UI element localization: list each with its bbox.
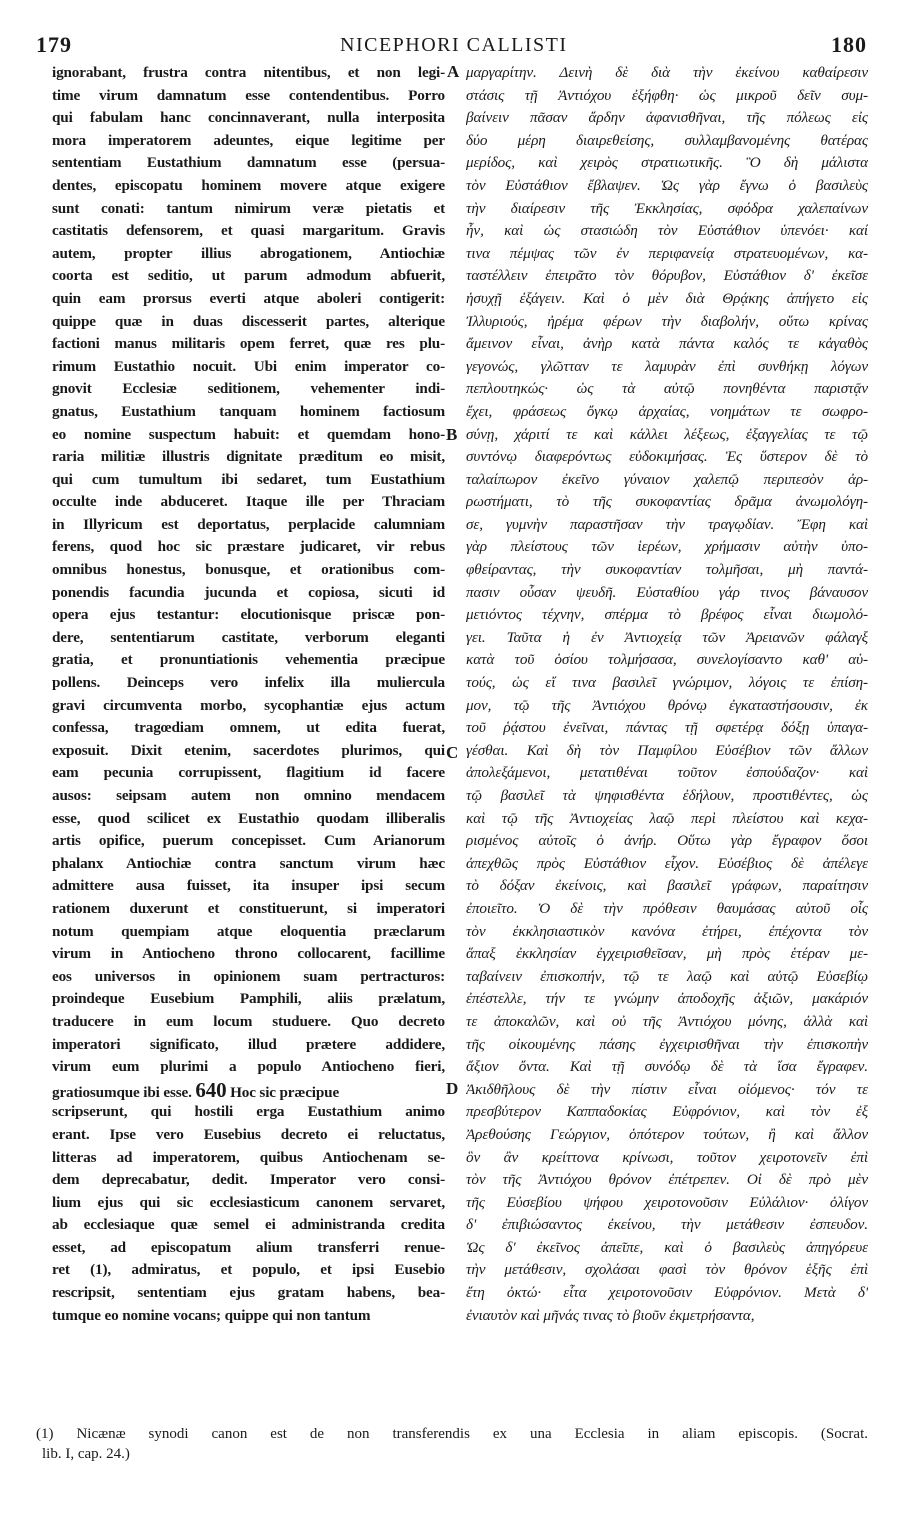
greek-line: σε, γυμνὴν παραστῆσαν τὴν τραγῳδίαν. Ἔφη καὶ (466, 515, 868, 533)
greek-line: ἅπαξ ἐκκλησίαν ἐγχειρισθεῖσαν, μὴ πρὸς ἑτέραν με- (466, 945, 868, 963)
latin-line: gravi circumventa morbo, sycophantiæ ejus actum (52, 696, 445, 714)
margin-marker-a: A (447, 62, 460, 81)
greek-line: Ἀρεθούσης Γεώργιον, ὁπότερον τούτων, ἢ καὶ ἄλλον (466, 1125, 868, 1143)
footnote-line-2: lib. I, cap. 24.) (42, 1446, 130, 1462)
latin-line: raria militiæ illustris dignitate præditum eo misit, (52, 448, 445, 466)
latin-line: coorta est seditio, ut parum admodum abfuerit, (52, 267, 445, 285)
greek-line: γέσθαι. Καὶ δὴ τὸν Παμφίλου Εὐσέβιον τῶν ἄλλων (466, 741, 868, 759)
greek-line: σύνῃ, χάριτί τε καὶ κάλλει λέξεως, ἐξαγγελίας τε τῷ (466, 425, 868, 443)
greek-line: ρισμένος αὐτοῖς ὁ ἀνήρ. Οὕτω γὰρ ἔγραφον ὅσοι (466, 832, 868, 850)
greek-line: κατὰ τοῦ ὁσίου τολμήσασα, συνελογίσαντο καθ' αὑ- (466, 651, 868, 669)
greek-line: δ' ἐπιβιώσαντος ἐκείνου, τὴν μετάθεσιν ἐσπευδον. (466, 1216, 868, 1234)
greek-line: πεπλουτηκώς· ὡς τὰ αὐτῷ πονηθέντα παριστᾷν (466, 380, 868, 398)
greek-line: τῆς Εὐσεβίου ψήφου χειροτονοῦσιν Εὐλάλιον· ὀλίγον (466, 1193, 868, 1211)
greek-line: μον, τῷ τῆς Ἀντιόχου θρόνῳ ἐγκαταστήσουσιν, ἐκ (466, 696, 868, 714)
latin-line: time virum damnatum esse contendentibus. Porro (52, 86, 445, 104)
greek-line: ρωστήματι, τὸ τῆς συκοφαντίας δρᾶμα ἀνωμολόγη- (466, 493, 868, 511)
latin-line: dem deprecabatur, dedit. Imperator vero consi- (52, 1171, 445, 1189)
page-title: NICEPHORI CALLISTI (340, 34, 568, 56)
greek-line: ἄμεινον εἶναι, ἀνὴρ κατὰ πάντα καλός τε κἀγαθὸς (466, 335, 868, 353)
greek-line: βαίνειν πᾶσαν ἄρδην ἀφανισθῆναι, τῆς πόλεως εἰς (466, 109, 868, 127)
greek-line: φθείραντας, τὴν συκοφαντίαν τολμῆσαι, μὴ παντά- (466, 561, 868, 579)
latin-line: ignorabant, frustra contra nitentibus, et non legi- (52, 64, 445, 81)
latin-line: imperatori significato, illud prætere addidere, (52, 1035, 445, 1053)
latin-column (52, 62, 445, 1327)
latin-line: rationem duxerunt et constituerunt, si imperatori (52, 899, 445, 917)
column-number: 640 (195, 1078, 227, 1102)
latin-line: eo nomine suspectum habuit: et quemdam hono- (52, 425, 445, 443)
latin-line: virum eum plurimi a populo Antiocheno fieri, (52, 1058, 445, 1076)
greek-line: ἐπέστελλε, τήν τε γνώμην ἀποδοχῆς ἀξιῶν, μακάριόν (466, 990, 868, 1008)
greek-line: τούς, ὡς εἴ τινα βασιλεῖ γνώριμον, λόγοις τε ἐπίση- (466, 674, 868, 692)
latin-line: proindeque Eusebium Pamphili, aliis prælatum, (52, 990, 445, 1008)
running-head (0, 32, 905, 62)
latin-line: ponendis facundia jucunda et copiosa, sicuti id (52, 583, 445, 601)
latin-line: occulte inde abduceret. Itaque ille per Thraciam (52, 493, 445, 511)
latin-line: pollens. Deinceps vero infelix illa muliercula (52, 674, 445, 692)
greek-line: στάσις τῇ Ἀντιόχου ἐξήφθη· ὡς μικροῦ δεῖν συμ- (466, 86, 868, 104)
greek-line: τὸν Εὐστάθιον ἔβλαψεν. Ὡς γὰρ ἔγνω ὁ βασιλεὺς (466, 176, 868, 194)
greek-line: τοῦ ῥᾴστου ἐνεῖναι, πάντας τῇ σφετέρᾳ δόξῃ ὑπαγα- (466, 719, 868, 737)
greek-line: τὴν διαίρεσιν τῆς Ἐκκλησίας, σφόδρα χαλεπαίνων (466, 199, 868, 217)
greek-line: ἔτη ὀκτώ· εἶτα χειροτονοῦσιν Εὐφρόνιον. Μετὰ δ' (466, 1284, 868, 1302)
greek-column (466, 62, 868, 1327)
greek-line: ταβαίνειν ἐπισκοπήν, τῷ τε λαῷ καὶ αὐτῷ Εὐσεβίῳ (466, 967, 868, 985)
margin-marker-d: D (446, 1079, 459, 1098)
latin-line (52, 1079, 445, 1102)
latin-line: confessa, tragœdiam omnem, ut edita fuerat, (52, 719, 445, 737)
greek-line: ὃν ἂν κρείττονα κρίνωσι, τοῦτον χειροτονεῖν ἐπὶ (466, 1148, 868, 1166)
latin-line: omnibus honestus, bonusque, et orationibus com- (52, 561, 445, 579)
latin-line: exposuit. Dixit etenim, sacerdotes plurimos, qui (52, 741, 445, 759)
latin-line-text: Hoc sic præcipue (226, 1083, 340, 1101)
latin-line: quippe quæ in duas discesserit partes, alterique (52, 312, 445, 330)
greek-line: ἐποιεῖτο. Ὁ δὲ τὴν πρόθεσιν θαυμάσας αὐτοῦ οἷς (466, 899, 868, 917)
margin-marker-b: B (446, 425, 458, 444)
latin-line: sententiam Eustathium damnatum esse (persua- (52, 154, 445, 172)
latin-line: opera ejus testantur: elocutionisque priscæ pon- (52, 606, 445, 624)
margin-marker-c: C (446, 743, 459, 762)
greek-line: τινα πέμψας τῶν ἐν περιφανείᾳ στρατευομένων, κα- (466, 244, 868, 262)
latin-line: eos universos in opinionem suam pertracturos: (52, 967, 445, 985)
latin-line: ab ecclesiaque quæ semel ei administranda credita (52, 1216, 445, 1234)
latin-line: scripserunt, qui hostili erga Eustathium animo (52, 1103, 445, 1121)
greek-line: τὸ δόξαν ἐκείνοις, καὶ βασιλεῖ γράφων, παραίτησιν (466, 877, 868, 895)
greek-line: μερίδος, καὶ χειρὸς στρατιωτικῆς. Ὃ δὴ μάλιστα (466, 154, 868, 172)
latin-line: erant. Ipse vero Eusebius decreto ei reluctatus, (52, 1125, 445, 1143)
latin-line: ausos: seipsam autem non omnino mendacem (52, 787, 445, 804)
latin-line: dentes, episcopatu hominem movere atque exigere (52, 176, 445, 194)
greek-line: ἡσυχῇ ἐξάγειν. Καὶ ὁ μὲν διὰ Θρᾴκης ἀπήγετο εἰς (466, 289, 868, 307)
latin-line: virum in Antiocheno throno collocarent, facillime (52, 945, 445, 963)
latin-line: phalanx Antiochiæ contra sanctum virum hæc (52, 854, 445, 872)
latin-line: qui fabulam hanc concinnaverant, nulla interposita (52, 109, 445, 127)
greek-line: τῆς οἰκουμένης πάσης ἐγχειρισθῆναι τὴν ἐπισκοπὴν (466, 1035, 868, 1053)
greek-line: γεγονώς, γλῶτταν τε λαμυρὰν ἐπὶ συνθήκῃ λόγων (466, 357, 868, 375)
latin-line: esset, ad episcopatum alium transferri renue- (52, 1238, 445, 1256)
latin-line: tumque eo nomine vocans; quippe qui non tantum (52, 1306, 371, 1324)
latin-line: esse, quod scilicet ex Eustathio quodam illiberalis (52, 809, 445, 827)
footnote (36, 1424, 868, 1464)
latin-line: gnatus, Eustathium tanquam hominem factiosum (52, 402, 445, 420)
latin-line: dere, sententiarum castitate, verborum eleganti (52, 628, 445, 646)
latin-line: gnovit Ecclesiæ seditionem, vehementer indi- (52, 380, 445, 398)
latin-line: lium ejus qui sic ecclesiasticum canonem servaret, (52, 1193, 445, 1211)
greek-line: ἔχει, φράσεως ὄγκῳ ἀρχαίας, νοημάτων τε σωφρο- (466, 402, 868, 420)
latin-line: notum quempiam atque eloquentia præclarum (52, 922, 445, 940)
latin-line: eam pecunia corrupissent, flagitium id facere (52, 764, 445, 782)
latin-line: factioni manus militaris opem ferret, quæ res plu- (52, 335, 445, 353)
greek-line: ἦν, καὶ ὡς στασιώδη τὸν Εὐστάθιον ὑπενόει· καί (466, 222, 868, 240)
greek-line: ἀπολεξάμενοι, μετατιθέναι τοῦτον ἐσπούδαζον· καὶ (466, 764, 868, 782)
latin-line: litteras ad imperatorem, quibus Antiochenam se- (52, 1148, 445, 1166)
greek-line: ταστέλλειν ἐπειρᾶτο τὸν θόρυβον, Εὐστάθιον δ' ἐκεῖσε (466, 267, 868, 285)
latin-line: quin eam prorsus everti atque aboleri contigerit: (52, 289, 445, 307)
greek-line: τῷ βασιλεῖ τὰ ψηφισθέντα ἐδήλουν, προστιθέντες, ὡς (466, 787, 868, 804)
latin-line-text: gratiosumque ibi esse. (52, 1083, 196, 1101)
greek-line: Ἀκιδθῆλους δὲ τὴν πίστιν εἶναι οἰόμενος· τόν τε (466, 1080, 868, 1098)
greek-line: τὸν τῆς Ἀντιόχου θρόνον ἐπέτρεπεν. Οἱ δὲ πρὸ μὲν (466, 1171, 868, 1189)
latin-line: ferens, quod hoc sic præstare judicaret, vir rebus (52, 538, 445, 556)
greek-line: τὸν ἐκκλησιαστικὸν κανόνα ἐτήρει, ἐπέχοντα τὸν (466, 922, 868, 940)
latin-line: mora imperatorem adeuntes, eique legitime per (52, 131, 445, 149)
latin-line: ret (1), admiratus, et populo, et ipsi Eusebio (52, 1261, 445, 1279)
greek-line: γὰρ πλείστους τῶν ἱερέων, χρήμασιν αὐτὴν ὑπο- (466, 538, 868, 556)
greek-line: ἐνιαυτὸν καὶ μῆνάς τινας τὸ βιοῦν ἐκμετρήσαντα, (466, 1306, 755, 1324)
latin-line: castitatis defensorem, et quasi margaritum. Gravis (52, 222, 445, 240)
footnote-line-1: (1) Nicænæ synodi canon est de non transferendis ex una Ecclesia in aliam episcopis. (Socrat. (36, 1426, 868, 1442)
greek-line: συντόνῳ διαφερόντως εὐδοκιμήσας. Ἐς ὕστερον δὲ τὸ (466, 448, 868, 466)
greek-line: Ἰλλυριούς, ἠρέμα φέρων τὴν διαβολήν, οὕτω κρίνας (466, 312, 868, 330)
greek-line: ἀπεχθῶς πρὸς Εὐστάθιον εἶχον. Εὐσέβιος δὲ ἀπέλεγε (466, 854, 868, 872)
greek-line: καὶ τῷ τῆς Ἀντιοχείας λαῷ περὶ πλείστου καὶ κεχα- (466, 809, 868, 827)
page-number-left: 179 (36, 32, 72, 57)
latin-line: artis opifice, puerum concepisset. Cum Arianorum (52, 832, 445, 850)
greek-line: μετιόντος τέχνην, σπέρμα τὸ βρέφος εἶναι διωμολό- (466, 606, 868, 624)
latin-line: admittere ausa fuisset, ita insuper ipsi secum (52, 877, 445, 895)
greek-line: πασιν οὖσαν ψευδῆ. Εὐσταθίου γάρ τινος βάναυσον (466, 583, 868, 601)
latin-line: sunt conati: tantum nimirum veræ pietatis et (52, 199, 445, 217)
latin-line: autem, propter illius abrogationem, Antiochiæ (52, 244, 445, 262)
greek-line: ταλαίπωρον ἐκεῖνο γύναιον χαλεπῷ περιπεσὸν ἀρ- (466, 470, 868, 488)
greek-line: γει. Ταῦτα ἡ ἐν Ἀντιοχείᾳ τῶν Ἀρειανῶν φάλαγξ (466, 628, 868, 646)
greek-line: ἄξιον ὄντα. Καὶ τῇ συνόδῳ δὲ τὰ ἴσα ἔγραφεν. (466, 1058, 868, 1076)
latin-line: rimum Eustathio nocuit. Ubi enim imperator co- (52, 357, 445, 375)
latin-line: traducere in eum locum studuere. Quo decreto (52, 1012, 445, 1030)
greek-line: δύο μέρη διαιρεθείσης, συλλαμβανομένης θατέρας (466, 131, 868, 149)
greek-line: μαργαρίτην. Δεινὴ δὲ διὰ τὴν ἐκείνου καθαίρεσιν (466, 64, 868, 81)
latin-line: in Illyricum est deportatus, perplacide calumniam (52, 515, 445, 533)
greek-line: πρεσβύτερον Καππαδοκίας Εὐφρόνιον, καὶ τὸν ἐξ (466, 1103, 868, 1121)
latin-line: qui cum tumultum ibi sedaret, tum Eustathium (52, 470, 445, 488)
greek-line: Ὡς δ' ἐκεῖνος ἀπεῖπε, καὶ ὁ βασιλεὺς ἀπηγόρευε (466, 1238, 868, 1256)
greek-line: τὴν μετάθεσιν, σχολάσαι φασὶ τὸν θρόνον ἑξῆς ἐπὶ (466, 1261, 868, 1279)
latin-line: rescripsit, sententiam ejus gratam habens, bea- (52, 1284, 445, 1302)
page-number-right: 180 (831, 32, 867, 57)
latin-line: gratia, et pronuntiationis vehementia præcipue (52, 651, 445, 669)
greek-line: τε ἀποκαλῶν, καὶ οὐ τῆς Ἀντιόχου μόνης, ἀλλὰ καὶ (466, 1012, 868, 1030)
